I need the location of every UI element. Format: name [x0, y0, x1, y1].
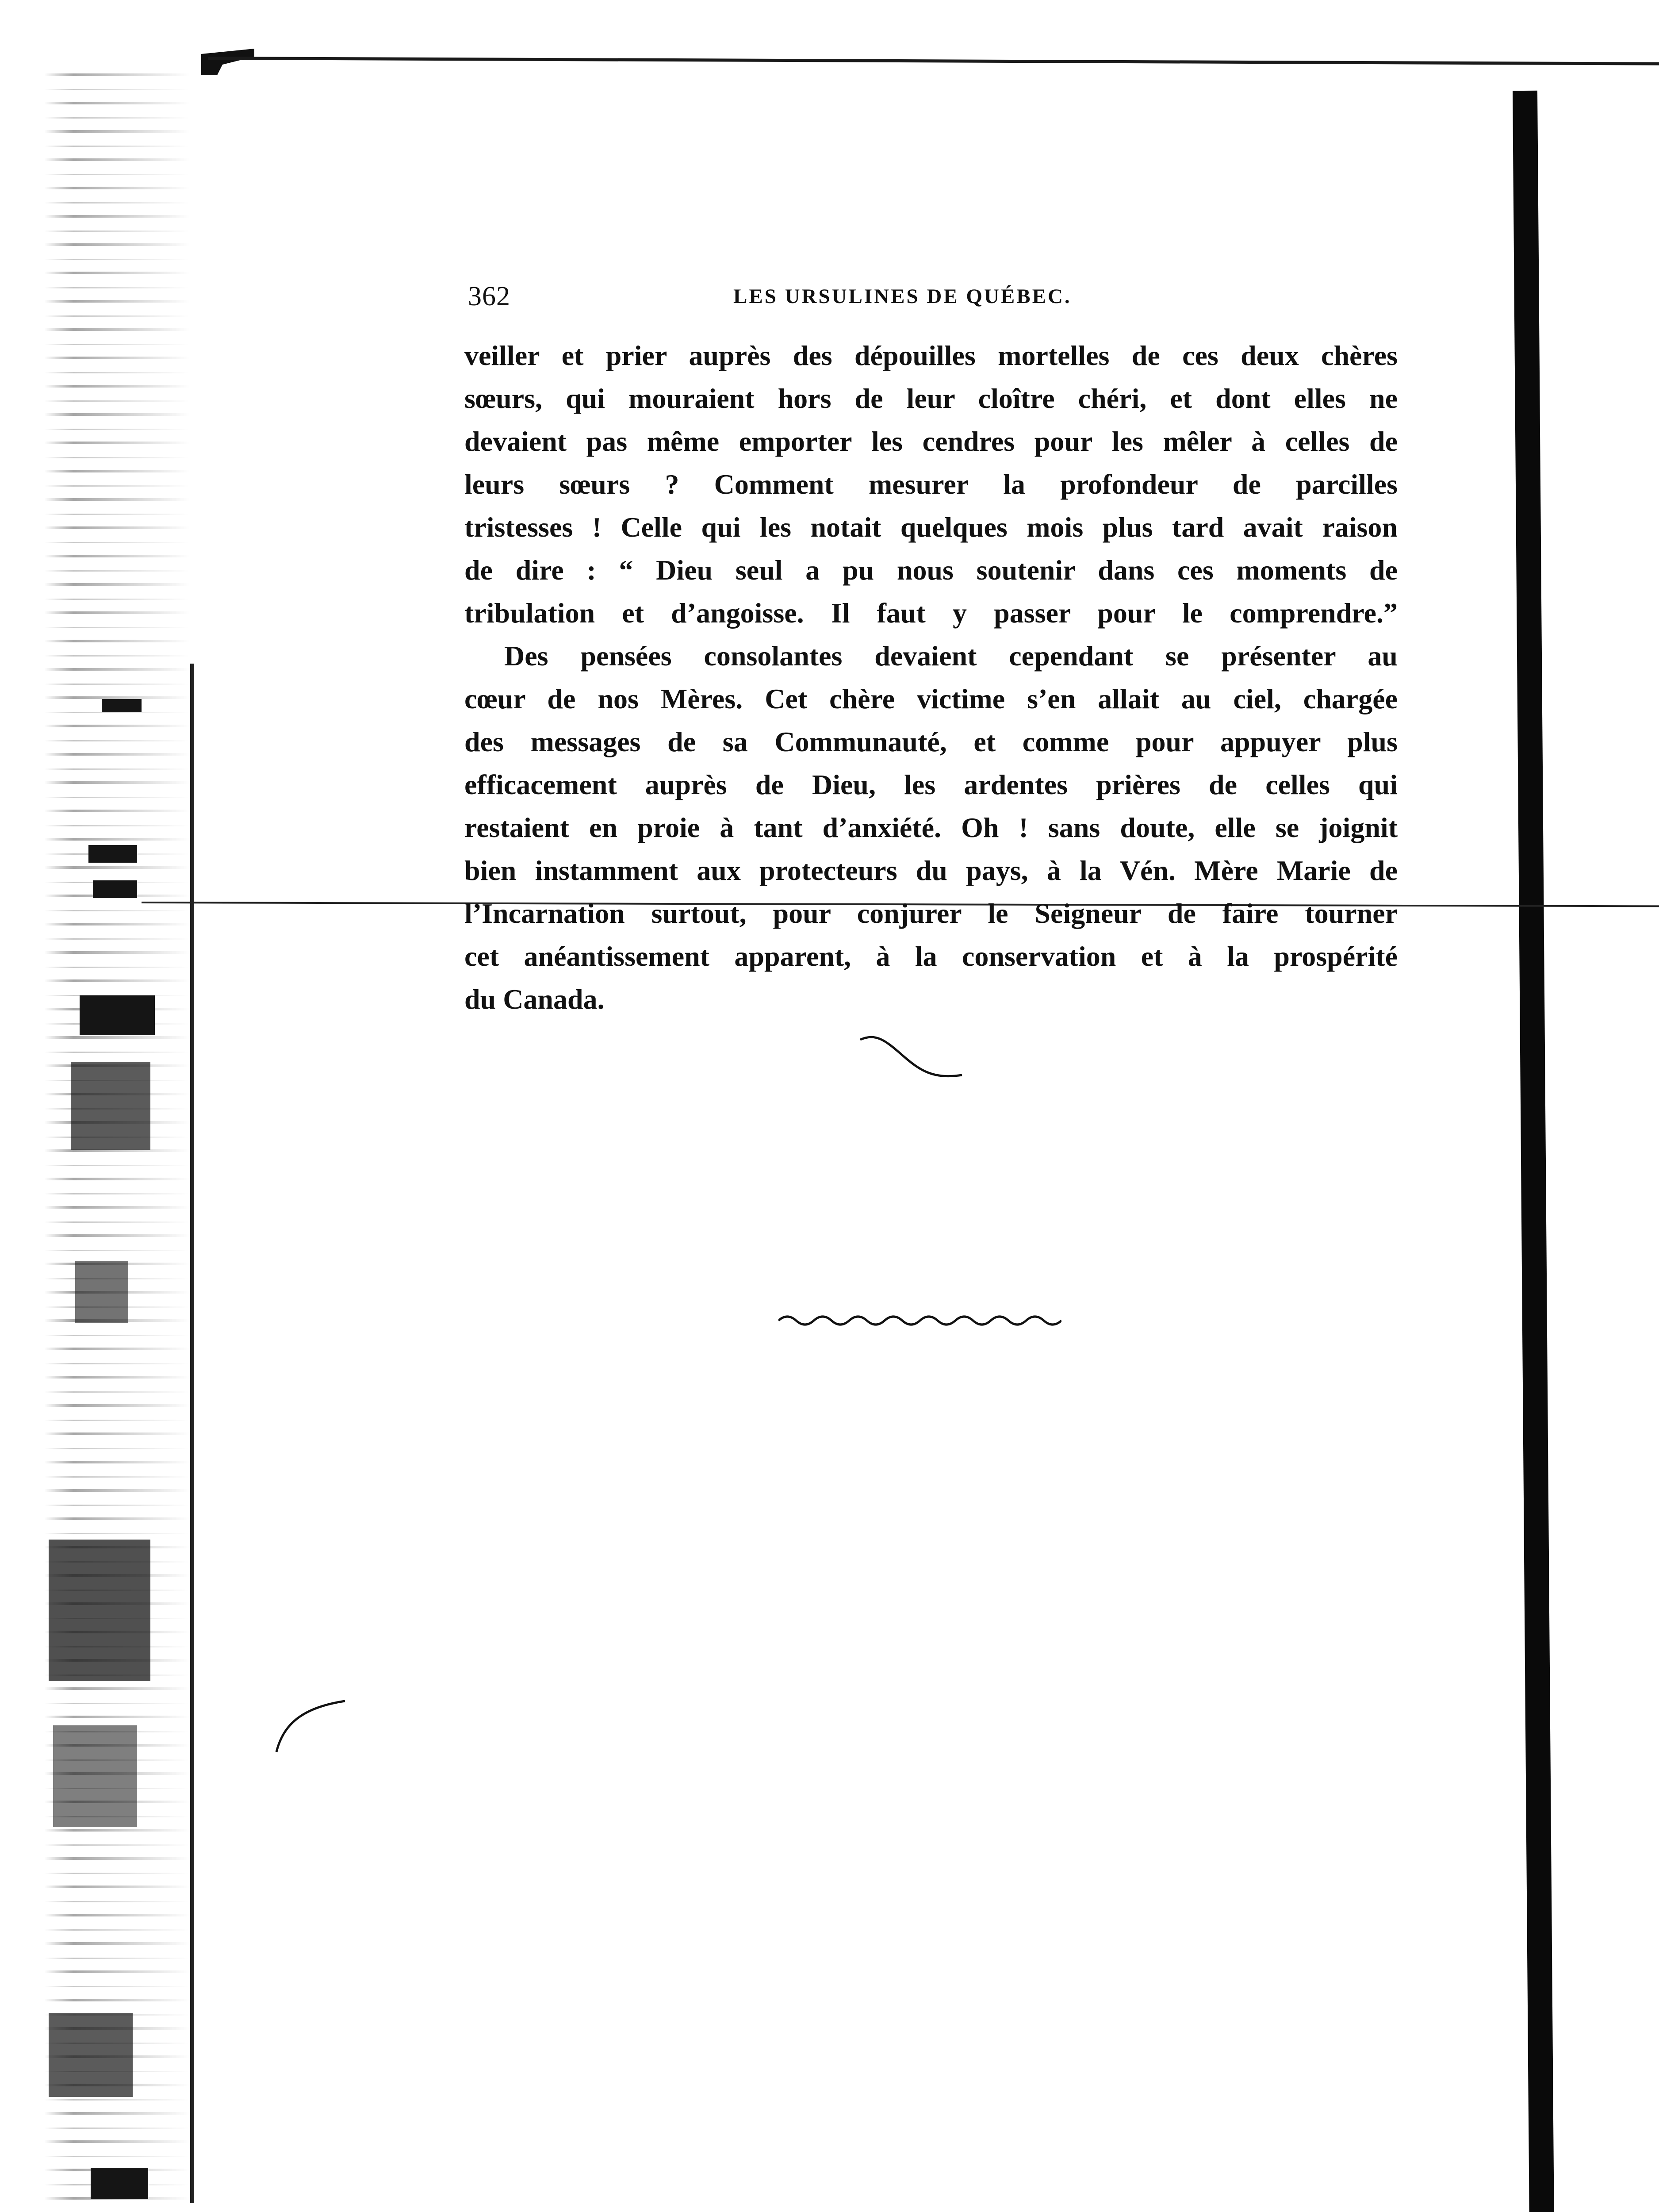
scan-right-edge-bar — [1513, 91, 1554, 2212]
running-head: LES URSULINES DE QUÉBEC. — [733, 285, 1072, 308]
text-line: cet anéantissement apparent, à la conservation et à la prospérité — [464, 941, 1398, 972]
scan-edge-block — [93, 880, 137, 898]
text-line: sœurs, qui mouraient hors de leur cloître chéri, et dont elles ne — [464, 383, 1398, 414]
page-header — [468, 276, 1401, 316]
scan-edge-block — [80, 995, 155, 1035]
scan-edge-block — [91, 2168, 148, 2199]
text-line: cœur de nos Mères. Cet chère victime s’en allait au ciel, chargée — [464, 683, 1398, 714]
scan-edge-block — [53, 1725, 137, 1827]
text-line: efficacement auprès de Dieu, les ardentes prières de celles qui — [464, 769, 1398, 800]
scan-corner-mark — [201, 49, 254, 75]
text-line: veiller et prier auprès des dépouilles mortelles de ces deux chères — [464, 340, 1398, 371]
text-line: l’Incarnation surtout, pour conjurer le Seigneur de faire tourner — [464, 898, 1398, 929]
scan-top-edge-line — [208, 57, 1659, 65]
scan-edge-block — [49, 2013, 133, 2097]
scan-edge-block — [88, 845, 137, 863]
scan-edge-block — [49, 1540, 150, 1681]
text-line: leurs sœurs ? Comment mesurer la profondeur de parcilles — [464, 469, 1398, 500]
stray-pen-mark — [270, 1694, 349, 1756]
tail-flourish — [858, 1031, 964, 1088]
scan-edge-block — [102, 699, 142, 712]
text-line: de dire : “ Dieu seul a pu nous soutenir dans ces moments de — [464, 554, 1398, 586]
wavy-rule-ornament — [778, 1305, 1061, 1332]
body-text — [464, 334, 1398, 1021]
text-line: Des pensées consolantes devaient cependant se présenter au — [504, 640, 1398, 672]
text-line: bien instamment aux protecteurs du pays, à la Vén. Mère Marie de — [464, 855, 1398, 886]
text-line: des messages de sa Communauté, et comme pour appuyer plus — [464, 726, 1398, 757]
scan-edge-block — [71, 1062, 150, 1150]
text-line: devaient pas même emporter les cendres pour les mêler à celles de — [464, 426, 1398, 457]
paragraph — [464, 634, 1398, 1021]
page-number: 362 — [468, 281, 510, 311]
text-line: restaient en proie à tant d’anxiété. Oh ! sans doute, elle se joignit — [464, 812, 1398, 843]
text-line: du Canada. — [464, 983, 605, 1015]
text-line: tribulation et d’angoisse. Il faut y passer pour le comprendre.” — [464, 597, 1398, 629]
paragraph — [464, 334, 1398, 634]
text-line: tristesses ! Celle qui les notait quelques mois plus tard avait raison — [464, 511, 1398, 543]
scan-edge-block — [75, 1261, 128, 1323]
scan-left-edge-line — [190, 664, 194, 2203]
